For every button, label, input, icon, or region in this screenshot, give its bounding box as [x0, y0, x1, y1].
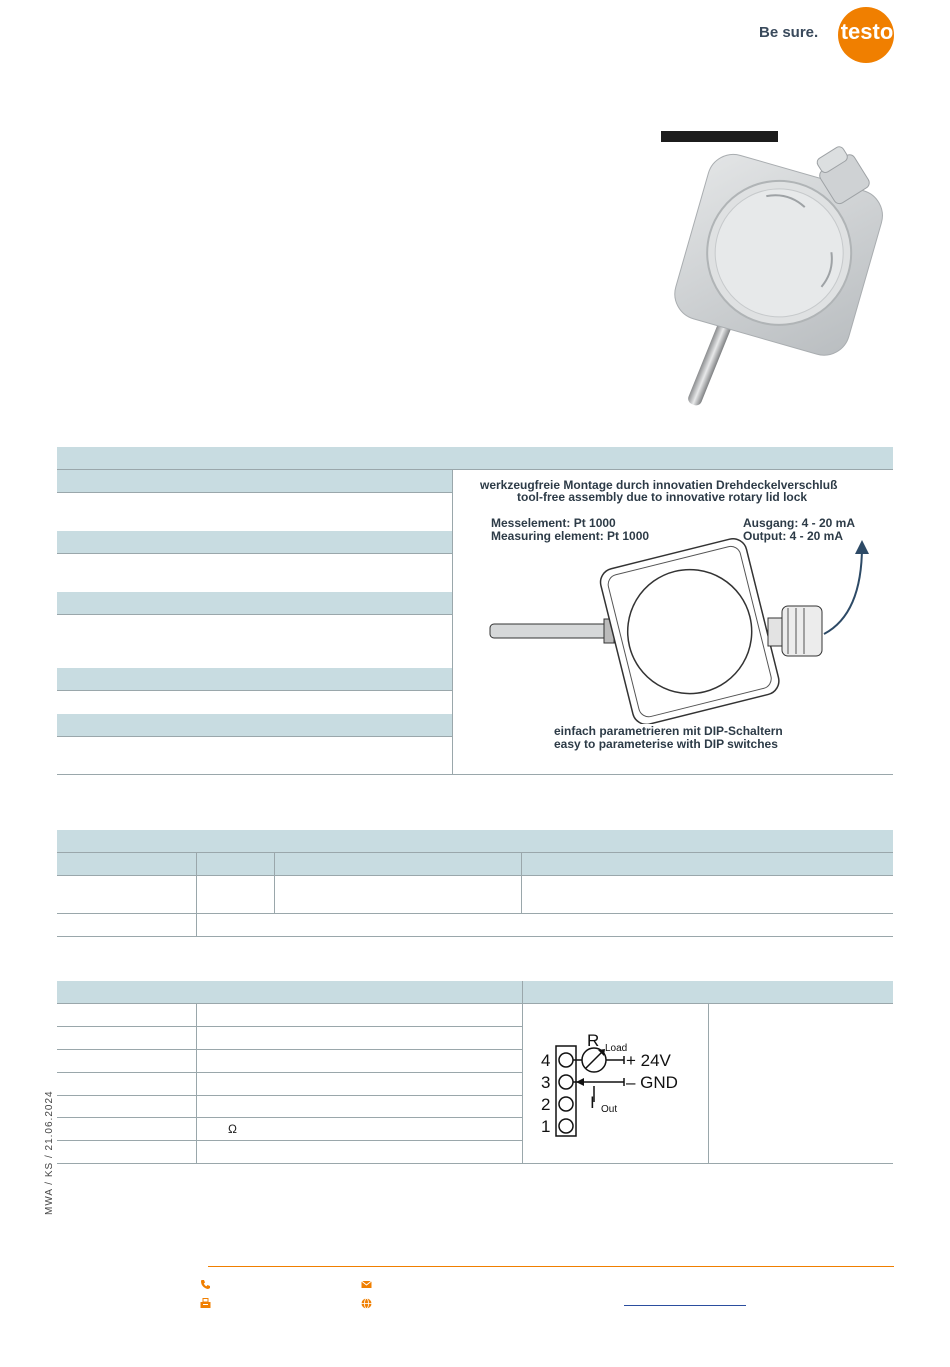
section3-divider-2	[708, 1004, 709, 1163]
pin-label-1: 1	[541, 1117, 551, 1136]
minus-gnd-label: – GND	[626, 1073, 678, 1092]
section1-divider	[452, 470, 453, 774]
i-out-label: I	[590, 1093, 595, 1112]
section3-row-rule-1	[57, 1026, 522, 1027]
globe-icon	[361, 1298, 372, 1309]
section2-col-divider-1	[196, 853, 197, 936]
section3-row-rule-5	[57, 1117, 522, 1118]
section2-bottom-rule	[57, 936, 893, 937]
section3-row-rule-6	[57, 1140, 522, 1141]
section1-row1-header	[57, 470, 452, 493]
r-load-label: R	[587, 1031, 600, 1050]
ohm-symbol: Ω	[228, 1122, 237, 1136]
section1-bottom-rule	[57, 774, 893, 775]
brand-tagline: Be sure.	[759, 24, 819, 41]
section3-row-rule-3	[57, 1072, 522, 1073]
section3-row-rule-4	[57, 1095, 522, 1096]
revision-date: MWA / KS / 21.06.2024	[44, 1090, 55, 1215]
section3-header	[57, 981, 893, 1004]
logo-text: testo	[840, 19, 894, 44]
pin-label-4: 4	[541, 1051, 551, 1070]
section1-row3-header	[57, 592, 452, 615]
diagram-output-de: Ausgang: 4 - 20 mA	[743, 516, 856, 530]
r-load-sub: Load	[605, 1043, 628, 1054]
wiring-diagram	[532, 1026, 702, 1144]
plus-24v-label: + 24V	[626, 1051, 671, 1070]
testo-logo	[752, 5, 900, 65]
section3-row-rule-2	[57, 1049, 522, 1050]
section1-header	[57, 447, 893, 470]
pin-label-2: 2	[541, 1095, 551, 1114]
diagram-caption-bottom-de: einfach parametrieren mit DIP-Schaltern	[554, 724, 783, 738]
diagram-element-de: Messelement: Pt 1000	[491, 516, 616, 530]
diagram-caption-top-en: tool-free assembly due to innovative rotary lid lock	[517, 490, 808, 504]
section2-column-headers	[57, 853, 893, 876]
product-photo	[660, 140, 900, 415]
mounting-diagram	[470, 472, 890, 762]
diagram-caption-bottom-en: easy to parameterise with DIP switches	[554, 737, 778, 751]
section1-row2-header	[57, 531, 452, 554]
section2-header	[57, 830, 893, 853]
section2-col-divider-2	[274, 853, 275, 913]
footer-website-link[interactable]	[624, 1305, 746, 1306]
fax-icon	[200, 1298, 211, 1309]
section2-col-divider-3	[521, 853, 522, 913]
section3-bottom-rule	[57, 1163, 893, 1164]
footer-rule	[208, 1266, 894, 1267]
pin-label-3: 3	[541, 1073, 551, 1092]
section2-row-rule	[57, 913, 893, 914]
section1-row5-header	[57, 714, 452, 737]
section1-row4-header	[57, 668, 452, 691]
device-drawing	[470, 534, 890, 724]
i-out-sub: Out	[601, 1104, 618, 1115]
diagram-element-en: Measuring element: Pt 1000	[491, 529, 650, 543]
mail-icon	[361, 1279, 372, 1290]
section3-divider	[522, 981, 523, 1163]
diagram-caption-top-de: werkzeugfreie Montage durch innovatien Drehdeckelverschluß	[480, 478, 838, 492]
diagram-output-en: Output: 4 - 20 mA	[743, 529, 844, 543]
phone-icon	[200, 1279, 211, 1290]
testo-logo-mark	[829, 5, 901, 65]
